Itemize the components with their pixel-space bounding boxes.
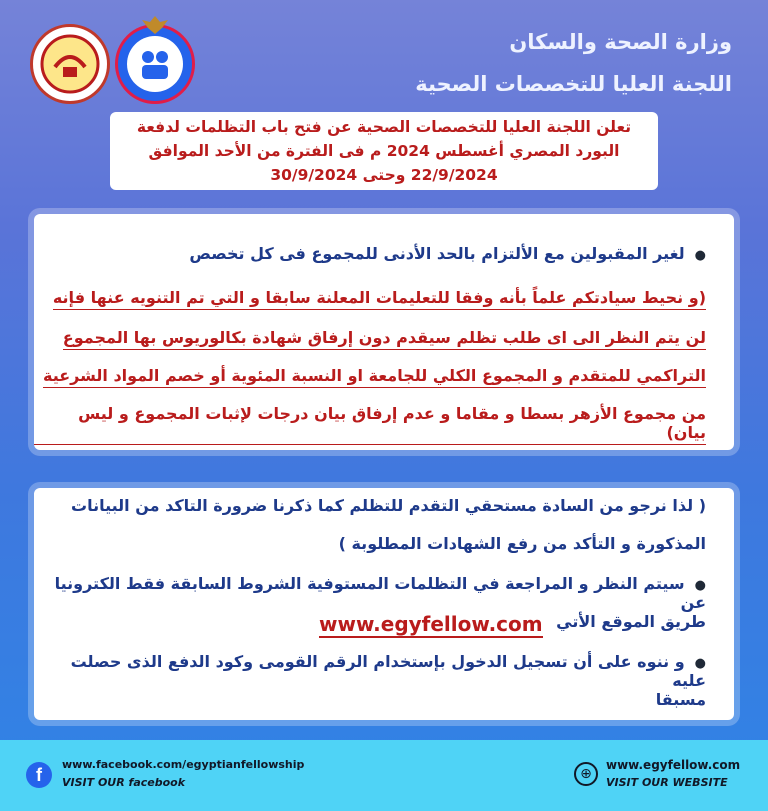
bullet-text: ● و ننوه على أن تسجيل الدخول بإستخدام الرقم القومى وكود الدفع الذى حصلت عليه xyxy=(34,652,706,690)
globe-icon[interactable]: ⊕ xyxy=(574,762,598,786)
eagle-emblem-icon xyxy=(140,14,170,36)
announcement-line: البورد المصري أغسطس 2024 م فى الفترة من الأحد الموافق xyxy=(148,142,620,160)
announcement-line: تعلن اللجنة العليا للتخصصات الصحية عن فتح باب التظلمات لدفعة xyxy=(136,118,632,136)
instruction-line: مسبقا xyxy=(655,690,706,709)
notice-line: التراكمي للمتقدم و المجموع الكلي للجامعة او النسبة المئوية أو خصم المواد الشرعية xyxy=(43,366,706,388)
facebook-cta: VISIT OUR facebook xyxy=(62,776,186,789)
ministry-title: وزارة الصحة والسكان xyxy=(509,30,732,54)
instruction-line: المذكورة و التأكد من رفع الشهادات المطلوبة ) xyxy=(338,534,706,553)
header-logos xyxy=(30,14,210,114)
bullet-text: ● سيتم النظر و المراجعة في التظلمات المستوفية الشروط السابقة فقط الكترونيا عن xyxy=(34,574,706,612)
instructions-card xyxy=(34,488,734,720)
bullet-text: ● لغير المقبولين مع الألتزام بالحد الأدنى للمجموع فى كل تخصص xyxy=(189,244,706,263)
facebook-icon[interactable]: f xyxy=(26,762,52,788)
notice-line: لن يتم النظر الى اى طلب تظلم سيقدم دون إرفاق شهادة بكالوريوس بها المجموع xyxy=(63,328,706,350)
website-cta: VISIT OUR WEBSITE xyxy=(606,776,728,789)
footer xyxy=(0,740,768,811)
website-link[interactable]: www.egyfellow.com xyxy=(319,612,543,636)
website-footer-link[interactable]: www.egyfellow.com xyxy=(606,758,741,772)
fellowship-logo xyxy=(30,24,110,104)
instruction-line: ( لذا نرجو من السادة مستحقي التقدم للتظلم كما ذكرنا ضرورة التاكد من البيانات xyxy=(71,496,706,515)
notice-line: من مجموع الأزهر بسطا و مقاما و عدم إرفاق بيان درجات لإثبات المجموع و ليس بيان) xyxy=(34,404,706,445)
notice-line: (و نحيط سيادتكم علماً بأنه وفقا للتعليمات المعلنة سابقا و التي تم التنويه عنها فإنه xyxy=(53,288,706,310)
announcement-banner xyxy=(110,112,658,190)
facebook-link[interactable]: www.facebook.com/egyptianfellowship xyxy=(62,758,305,771)
instruction-line: طريق الموقع الأتي xyxy=(556,612,706,631)
committee-title: اللجنة العليا للتخصصات الصحية xyxy=(415,72,732,96)
eligibility-card xyxy=(34,214,734,450)
announcement-dates: 22/9/2024 وحتى 30/9/2024 xyxy=(270,166,498,184)
